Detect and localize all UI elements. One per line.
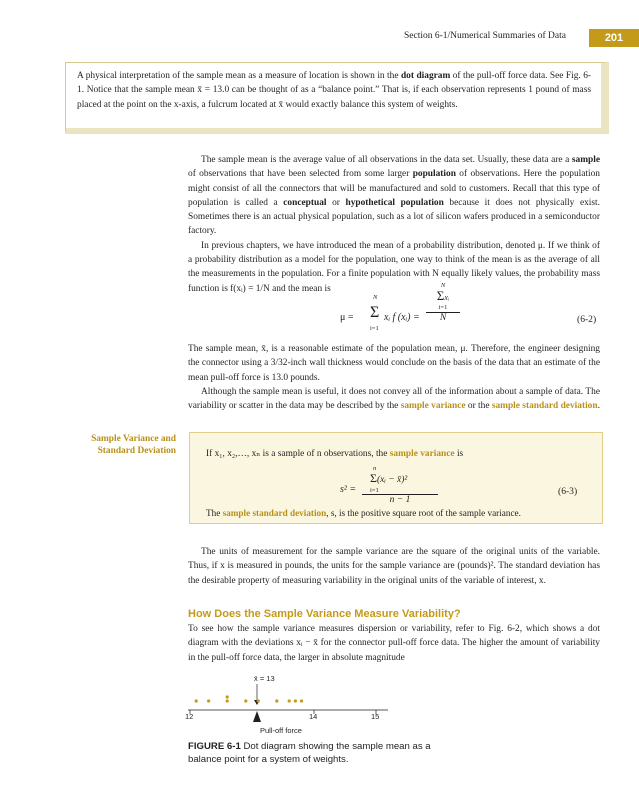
eq1-sum-bottom: i=1 <box>370 325 379 332</box>
note-keyword: dot diagram <box>400 71 451 81</box>
body-paragraphs-3 <box>188 545 600 588</box>
eq1-sum-top: N <box>373 294 378 301</box>
equation-number-6-2: (6-2) <box>577 314 597 325</box>
figure-caption-text: Dot diagram showing the sample mean as a balance point for a system of weights. <box>188 741 431 765</box>
data-point-6 <box>257 699 260 702</box>
eq2-sum-top: n <box>373 465 377 472</box>
tick-label-15: 15 <box>371 712 380 721</box>
section-subheading: How Does the Sample Variance Measure Variability? <box>188 608 461 620</box>
eq1-fraction: N Σxᵢ i=1 N <box>426 282 460 323</box>
tick-label-14: 14 <box>309 712 318 721</box>
equation-number-6-3: (6-3) <box>558 486 578 497</box>
definition-footnote: The sample standard deviation, s, is the positive square root of the sample variance. <box>206 508 521 518</box>
paragraph-population-mean: In previous chapters, we have introduced the mean of a probability distribution, denoted μ. If we think of a probability distribution as a model for the population, one way to think of the mean is as the average of all the measurements in the population. For a finite population with N equally likely values, the probability mass function is f(xᵢ) = 1/N and the mean is <box>188 240 600 294</box>
eq1-frac-num: xᵢ <box>444 293 450 302</box>
tick-label-12: 12 <box>185 712 194 721</box>
data-point-1 <box>195 699 198 702</box>
data-point-3 <box>226 699 229 702</box>
axis-label: Pull-off force <box>260 726 302 735</box>
paragraph-sample-mean: The sample mean is the average value of all observations in the data set. Usually, these data are a sample of observations that have been selected from some larger population of observations. Here the population might consist of all the connectors that will be manufactured and sold to customers. Recall that this type of population is called a conceptual or hypothetical population because it does not physically exist. Sometimes there is an actual physical population, such as a lot of silicon wafers produced in a semiconductor factory. <box>188 155 600 237</box>
paragraph-dispersion: To see how the sample variance measures dispersion or variability, refer to Fig. 6-2, which shows a dot diagram with the deviations xᵢ − x̄ for the connector pull-off force data. The higher the amount of variability in the pull-off force data, the larger in absolute magnitude <box>188 624 600 663</box>
eq1-lhs: μ = <box>340 312 354 323</box>
eq2-lhs: s² = <box>340 484 357 495</box>
data-point-9 <box>294 699 297 702</box>
data-point-4 <box>226 695 229 698</box>
page-number: 201 <box>589 29 639 47</box>
eq2-numerator: (xᵢ − x̄)² <box>376 475 408 485</box>
eq2-fraction <box>362 465 438 505</box>
body-paragraphs-4 <box>188 622 600 665</box>
paragraph-variability: Although the sample mean is useful, it does not convey all of the information about a sample of data. The variability or scatter in the data may be described by the sample variance or the sample standard deviation. <box>188 386 600 412</box>
body-paragraphs-1 <box>188 153 600 296</box>
sum-icon: Σ <box>370 471 377 485</box>
paragraph-estimate: The sample mean, x̄, is a reasonable estimate of the population mean, μ. Therefore, the engineer designing the connector using a 3/32-inch wall thickness would conclude on the basis of the data that an estimate of the mean pull-off force is 13.0 pounds. <box>188 344 600 383</box>
mean-label: x̄ = 13 <box>254 674 275 683</box>
data-point-8 <box>288 699 291 702</box>
dot-diagram-note <box>65 62 609 134</box>
fulcrum-icon <box>253 711 261 722</box>
eq1-frac-den: N <box>439 313 447 323</box>
data-point-10 <box>300 699 303 702</box>
definition-intro: If x₁, x₂,…, xₙ is a sample of n observations, the sample variance is <box>206 449 464 459</box>
running-header: Section 6-1/Numerical Summaries of Data <box>404 31 566 41</box>
eq1-term: xᵢ f (xᵢ) = <box>384 312 420 323</box>
dot-diagram-figure <box>185 668 398 740</box>
eq2-sum-bottom: i=1 <box>362 487 438 495</box>
data-point-2 <box>207 699 210 702</box>
figure-label: FIGURE 6-1 <box>188 741 241 752</box>
sum-icon: Σ <box>370 304 380 321</box>
data-point-7 <box>275 699 278 702</box>
data-point-5 <box>244 699 247 702</box>
paragraph-units: The units of measurement for the sample variance are the square of the original units of the variable. Thus, if x is measured in pounds, the units for the sample variance are (pounds)². The standard deviation has the desirable property of measuring variability in the original units of the variable of interest, x. <box>188 547 600 586</box>
note-text-2: of the pull-off force data. See Fig. 6-1. Notice that the sample mean x̄ = 13.0 can be thought of as a “balance point.” That is, if each observation represents 1 pound of mass placed at the point on the x-axis, a fulcrum located at x̄ would exactly balance this system of weights. <box>77 71 592 110</box>
margin-heading: Sample Variance and Standard Deviation <box>91 434 176 456</box>
figure-caption <box>188 740 448 766</box>
eq2-denominator: n − 1 <box>389 495 411 505</box>
body-paragraphs-2 <box>188 342 600 413</box>
sum-icon: Σxᵢ <box>436 288 450 303</box>
note-text-1: A physical interpretation of the sample mean as a measure of location is shown in the <box>77 71 401 81</box>
